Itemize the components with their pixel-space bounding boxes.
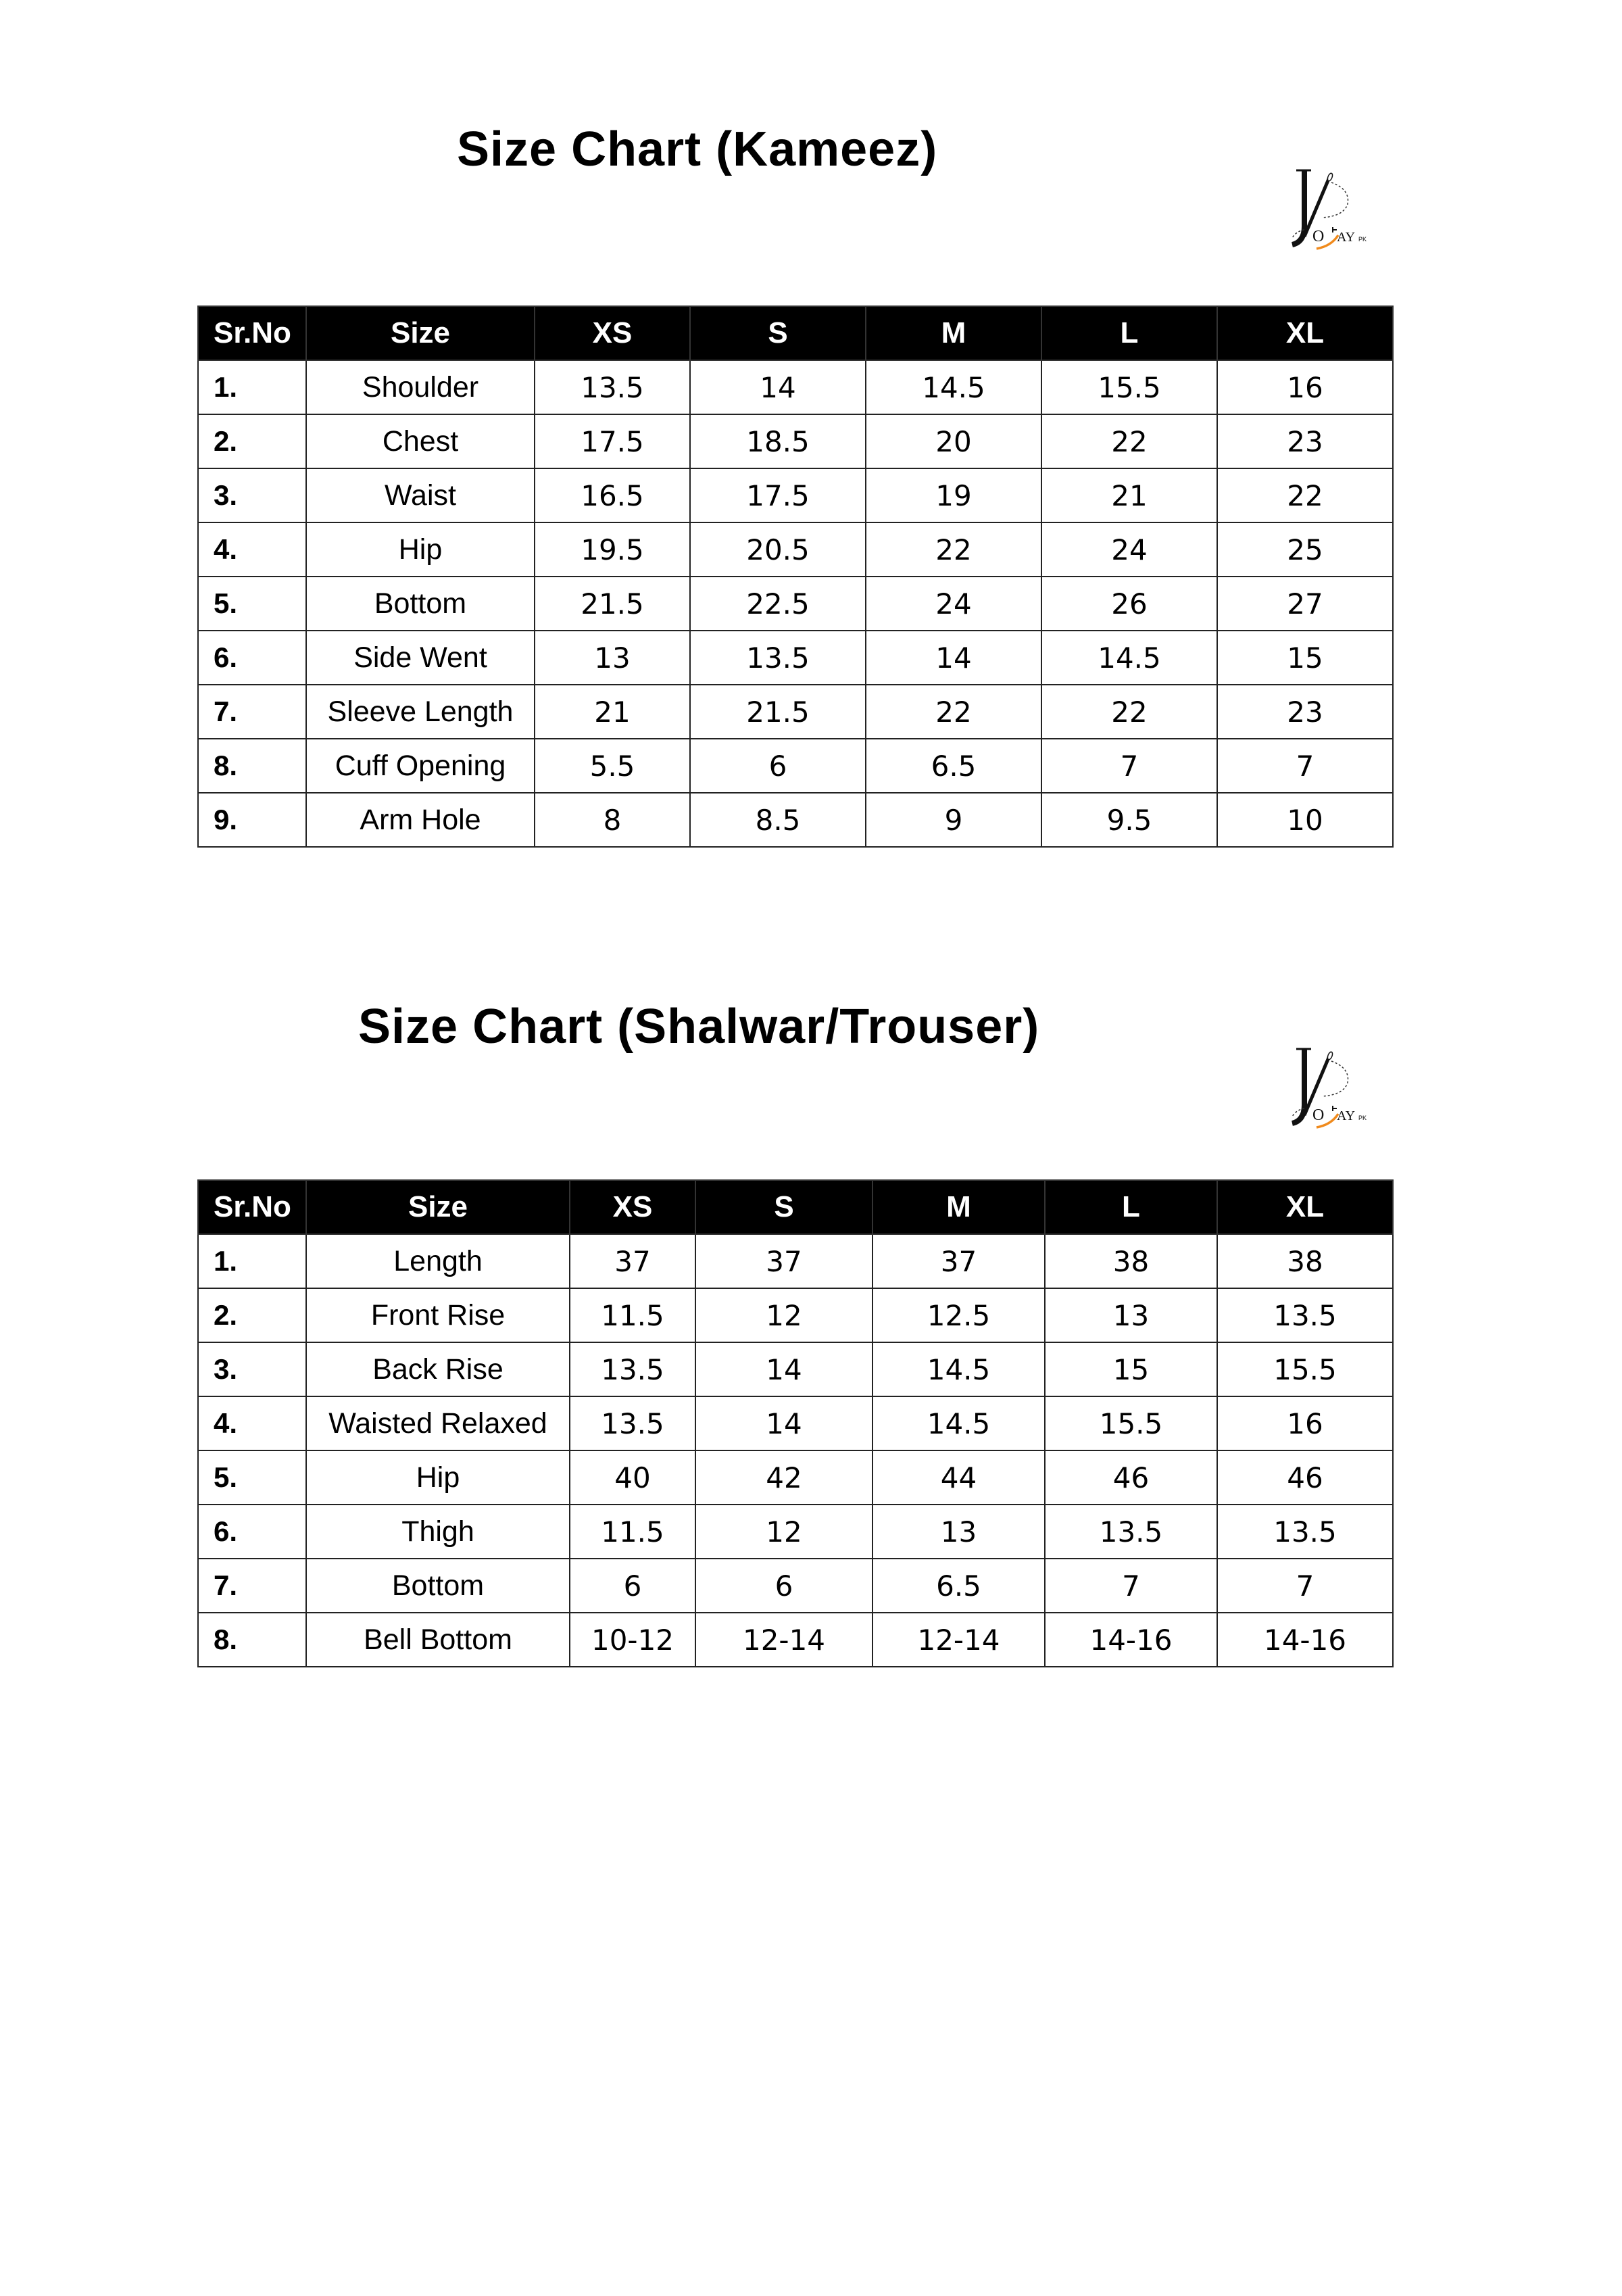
cell-m: 13	[873, 1505, 1045, 1559]
header-xl: XL	[1217, 1180, 1393, 1234]
cell-xl: 13.5	[1217, 1288, 1393, 1342]
cell-xl: 38	[1217, 1234, 1393, 1288]
cell-xs: 11.5	[570, 1505, 695, 1559]
kameez-title: Size Chart (Kameez)	[457, 122, 938, 176]
row-number: 2.	[198, 414, 306, 468]
cell-xs: 13.5	[535, 360, 690, 414]
svg-text:AY: AY	[1337, 230, 1356, 245]
svg-text:PK: PK	[1358, 236, 1367, 243]
cell-m: 20	[866, 414, 1041, 468]
cell-xl: 7	[1217, 739, 1393, 793]
cell-xs: 11.5	[570, 1288, 695, 1342]
cell-l: 14-16	[1045, 1613, 1217, 1667]
cell-xs: 37	[570, 1234, 695, 1288]
svg-text:O: O	[1312, 228, 1325, 245]
header-l: L	[1041, 306, 1217, 360]
cell-l: 26	[1041, 577, 1217, 631]
jobay-logo-icon	[1277, 162, 1379, 250]
jobay-logo-icon	[1277, 1041, 1379, 1129]
header-size: Size	[306, 306, 535, 360]
row-label: Bottom	[306, 577, 535, 631]
table-row	[198, 1613, 1393, 1667]
row-number: 5.	[198, 1450, 306, 1505]
header-m: M	[866, 306, 1041, 360]
cell-l: 9.5	[1041, 793, 1217, 847]
cell-m: 22	[866, 522, 1041, 577]
cell-xl: 27	[1217, 577, 1393, 631]
cell-xs: 19.5	[535, 522, 690, 577]
cell-s: 12-14	[695, 1613, 873, 1667]
row-label: Bottom	[306, 1559, 570, 1613]
row-number: 7.	[198, 685, 306, 739]
header-sr-no: Sr.No	[198, 306, 306, 360]
cell-xl: 10	[1217, 793, 1393, 847]
cell-xs: 16.5	[535, 468, 690, 522]
cell-s: 42	[695, 1450, 873, 1505]
table-row	[198, 1234, 1393, 1288]
table-row	[198, 1505, 1393, 1559]
cell-m: 22	[866, 685, 1041, 739]
cell-s: 17.5	[690, 468, 866, 522]
cell-l: 24	[1041, 522, 1217, 577]
cell-m: 14.5	[866, 360, 1041, 414]
cell-m: 6.5	[866, 739, 1041, 793]
row-label: Shoulder	[306, 360, 535, 414]
row-number: 3.	[198, 468, 306, 522]
cell-s: 22.5	[690, 577, 866, 631]
cell-xl: 23	[1217, 685, 1393, 739]
cell-l: 15.5	[1041, 360, 1217, 414]
row-number: 6.	[198, 631, 306, 685]
row-label: Waisted Relaxed	[306, 1396, 570, 1450]
cell-s: 13.5	[690, 631, 866, 685]
table-row	[198, 522, 1393, 577]
shalwar-title: Size Chart (Shalwar/Trouser)	[358, 1000, 1040, 1054]
row-label: Chest	[306, 414, 535, 468]
row-number: 7.	[198, 1559, 306, 1613]
cell-xs: 21.5	[535, 577, 690, 631]
svg-text:PK: PK	[1358, 1115, 1367, 1121]
table-row	[198, 1450, 1393, 1505]
cell-l: 21	[1041, 468, 1217, 522]
cell-m: 19	[866, 468, 1041, 522]
cell-m: 14	[866, 631, 1041, 685]
cell-s: 18.5	[690, 414, 866, 468]
row-label: Cuff Opening	[306, 739, 535, 793]
header-sr-no: Sr.No	[198, 1180, 306, 1234]
row-number: 4.	[198, 522, 306, 577]
row-label: Length	[306, 1234, 570, 1288]
kameez-size-table	[197, 306, 1394, 848]
cell-s: 6	[690, 739, 866, 793]
cell-xs: 5.5	[535, 739, 690, 793]
row-label: Arm Hole	[306, 793, 535, 847]
header-s: S	[690, 306, 866, 360]
cell-s: 12	[695, 1288, 873, 1342]
header-m: M	[873, 1180, 1045, 1234]
table-row	[198, 468, 1393, 522]
cell-m: 44	[873, 1450, 1045, 1505]
table-row	[198, 360, 1393, 414]
cell-s: 14	[695, 1396, 873, 1450]
cell-m: 14.5	[873, 1342, 1045, 1396]
cell-m: 9	[866, 793, 1041, 847]
cell-m: 14.5	[873, 1396, 1045, 1450]
table-row	[198, 631, 1393, 685]
cell-l: 7	[1041, 739, 1217, 793]
cell-xl: 16	[1217, 1396, 1393, 1450]
cell-xl: 13.5	[1217, 1505, 1393, 1559]
cell-xl: 14-16	[1217, 1613, 1393, 1667]
row-label: Sleeve Length	[306, 685, 535, 739]
cell-s: 6	[695, 1559, 873, 1613]
cell-l: 15	[1045, 1342, 1217, 1396]
row-number: 4.	[198, 1396, 306, 1450]
cell-l: 22	[1041, 685, 1217, 739]
row-label: Waist	[306, 468, 535, 522]
cell-l: 13.5	[1045, 1505, 1217, 1559]
cell-xl: 15	[1217, 631, 1393, 685]
table-row	[198, 739, 1393, 793]
row-number: 8.	[198, 1613, 306, 1667]
table-row	[198, 685, 1393, 739]
row-number: 1.	[198, 360, 306, 414]
cell-xs: 40	[570, 1450, 695, 1505]
svg-text:AY: AY	[1337, 1108, 1356, 1123]
cell-xl: 15.5	[1217, 1342, 1393, 1396]
row-label: Front Rise	[306, 1288, 570, 1342]
table-row	[198, 1396, 1393, 1450]
table-row	[198, 1342, 1393, 1396]
header-xs: XS	[535, 306, 690, 360]
row-number: 3.	[198, 1342, 306, 1396]
cell-l: 7	[1045, 1559, 1217, 1613]
cell-xl: 25	[1217, 522, 1393, 577]
cell-l: 38	[1045, 1234, 1217, 1288]
cell-l: 22	[1041, 414, 1217, 468]
header-xl: XL	[1217, 306, 1393, 360]
row-label: Hip	[306, 522, 535, 577]
table-row	[198, 1288, 1393, 1342]
cell-s: 14	[690, 360, 866, 414]
row-number: 6.	[198, 1505, 306, 1559]
cell-s: 20.5	[690, 522, 866, 577]
cell-s: 8.5	[690, 793, 866, 847]
cell-m: 24	[866, 577, 1041, 631]
row-label: Back Rise	[306, 1342, 570, 1396]
cell-l: 13	[1045, 1288, 1217, 1342]
header-xs: XS	[570, 1180, 695, 1234]
cell-xs: 13.5	[570, 1396, 695, 1450]
cell-s: 14	[695, 1342, 873, 1396]
cell-s: 21.5	[690, 685, 866, 739]
cell-m: 37	[873, 1234, 1045, 1288]
table-row	[198, 793, 1393, 847]
cell-s: 37	[695, 1234, 873, 1288]
cell-xs: 10-12	[570, 1613, 695, 1667]
row-label: Bell Bottom	[306, 1613, 570, 1667]
table-header-row	[198, 306, 1393, 360]
row-label: Side Went	[306, 631, 535, 685]
row-number: 9.	[198, 793, 306, 847]
cell-l: 14.5	[1041, 631, 1217, 685]
shalwar-size-table	[197, 1179, 1394, 1667]
cell-xl: 16	[1217, 360, 1393, 414]
header-size: Size	[306, 1180, 570, 1234]
table-row	[198, 577, 1393, 631]
row-number: 2.	[198, 1288, 306, 1342]
cell-xs: 13	[535, 631, 690, 685]
cell-xl: 46	[1217, 1450, 1393, 1505]
svg-text:O: O	[1312, 1106, 1325, 1124]
table-row	[198, 1559, 1393, 1613]
cell-m: 12.5	[873, 1288, 1045, 1342]
cell-xs: 8	[535, 793, 690, 847]
cell-l: 15.5	[1045, 1396, 1217, 1450]
cell-xl: 22	[1217, 468, 1393, 522]
cell-xs: 17.5	[535, 414, 690, 468]
row-label: Thigh	[306, 1505, 570, 1559]
table-header-row	[198, 1180, 1393, 1234]
cell-xs: 6	[570, 1559, 695, 1613]
cell-m: 6.5	[873, 1559, 1045, 1613]
cell-xl: 23	[1217, 414, 1393, 468]
table-row	[198, 414, 1393, 468]
row-label: Hip	[306, 1450, 570, 1505]
row-number: 1.	[198, 1234, 306, 1288]
cell-xs: 21	[535, 685, 690, 739]
cell-s: 12	[695, 1505, 873, 1559]
cell-xl: 7	[1217, 1559, 1393, 1613]
cell-l: 46	[1045, 1450, 1217, 1505]
cell-m: 12-14	[873, 1613, 1045, 1667]
row-number: 5.	[198, 577, 306, 631]
cell-xs: 13.5	[570, 1342, 695, 1396]
header-s: S	[695, 1180, 873, 1234]
row-number: 8.	[198, 739, 306, 793]
header-l: L	[1045, 1180, 1217, 1234]
